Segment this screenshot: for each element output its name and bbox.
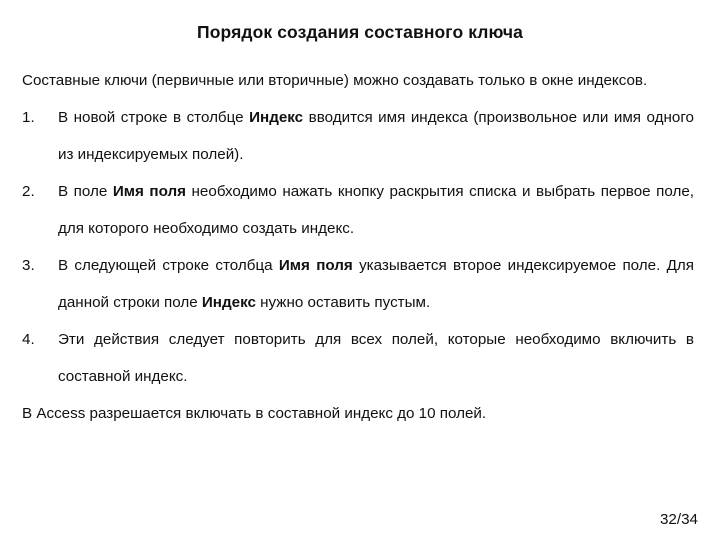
list-item: [22, 321, 694, 395]
slide-content: [22, 62, 694, 432]
list-item-text: [58, 331, 694, 385]
slide-title: Порядок создания составного ключа: [197, 22, 523, 42]
list-item-run: необходимо нажать кнопку раскрытия списка и выбрать первое поле, для которого необходимо создать индекс.: [58, 183, 694, 237]
list-item-run: указывается второе индексируемое поле. Для данной строки поле: [58, 257, 694, 311]
list-item-term: Имя поля: [278, 257, 353, 274]
list-item: [22, 247, 694, 321]
list-item-term: Индекс: [201, 294, 256, 311]
intro-paragraph: Составные ключи (первичные или вторичные) можно создавать только в окне индексов.: [22, 72, 648, 89]
list-item-number: 4.: [22, 331, 35, 348]
list-item-run: В новой строке в столбце: [58, 109, 250, 126]
outro-paragraph: В Access разрешается включать в составной индекс до 10 полей.: [22, 405, 487, 422]
list-item-run: вводится имя индекса (произвольное или имя одного из индексируемых полей).: [58, 109, 694, 163]
list-item-text: [58, 257, 694, 311]
list-item-run: нужно оставить пустым.: [255, 294, 431, 311]
list-item-term: Имя поля: [112, 183, 186, 200]
list-item-run: В следующей строке столбца: [58, 257, 279, 274]
list-item: [22, 99, 694, 173]
list-item-text: [58, 109, 694, 163]
steps-list: [22, 99, 694, 395]
page-number: 32/34: [659, 511, 698, 528]
list-item-text: [58, 183, 694, 237]
list-item-run: В поле: [58, 183, 113, 200]
list-item: [22, 173, 694, 247]
list-item-term: Индекс: [249, 109, 304, 126]
list-item-run: Эти действия следует повторить для всех полей, которые необходимо включить в составной индекс.: [58, 331, 694, 385]
list-item-number: 2.: [22, 183, 35, 200]
list-item-number: 3.: [22, 257, 35, 274]
list-item-number: 1.: [22, 109, 35, 126]
